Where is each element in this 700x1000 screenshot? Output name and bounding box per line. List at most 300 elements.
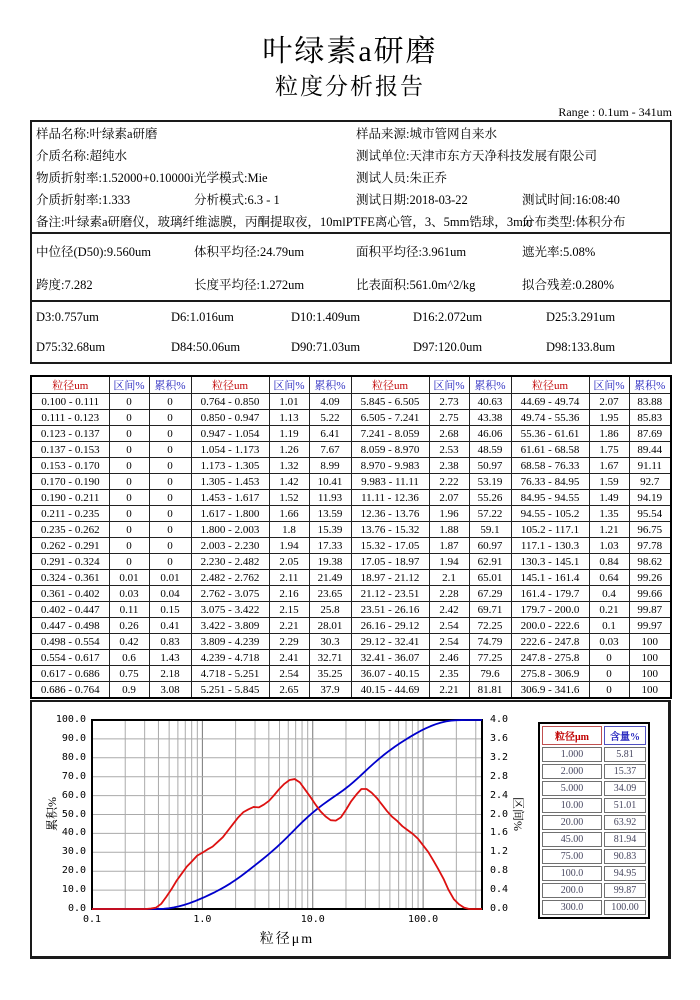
- info-cell: 样品名称:叶绿素a研磨: [36, 127, 158, 141]
- info-cell: 样品来源:城市管网自来水: [356, 127, 497, 141]
- table-cell: 29.12 - 32.41: [351, 634, 429, 650]
- table-cell: 0.447 - 0.498: [31, 618, 109, 634]
- table-cell: 2.29: [269, 634, 309, 650]
- table-cell: 32.41 - 36.07: [351, 650, 429, 666]
- table-cell: 0.498 - 0.554: [31, 634, 109, 650]
- table-cell: 1.305 - 1.453: [191, 474, 269, 490]
- table-cell: 0.402 - 0.447: [31, 602, 109, 618]
- table-cell: 0: [589, 682, 629, 699]
- table-cell: 1.453 - 1.617: [191, 490, 269, 506]
- side-table-header: 含量%: [604, 726, 646, 745]
- info-row: [32, 234, 670, 267]
- info-cell: 拟合残差:0.280%: [522, 277, 615, 292]
- column-header: 累积%: [629, 376, 671, 394]
- side-table-row: [542, 798, 646, 813]
- table-cell: 1.800 - 2.003: [191, 522, 269, 538]
- left-axis-tick: 50.0: [61, 808, 86, 820]
- table-cell: 0.6: [109, 650, 149, 666]
- info-row: [32, 144, 670, 166]
- table-cell: 55.26: [469, 490, 511, 506]
- info-section: [32, 122, 670, 234]
- table-cell: 0.947 - 1.054: [191, 426, 269, 442]
- side-table-cell: 5.81: [604, 747, 646, 762]
- table-cell: 2.38: [429, 458, 469, 474]
- table-cell: 2.05: [269, 554, 309, 570]
- table-cell: 2.07: [589, 394, 629, 410]
- table-cell: 62.91: [469, 554, 511, 570]
- table-cell: 1.32: [269, 458, 309, 474]
- table-cell: 1.8: [269, 522, 309, 538]
- table-cell: 0.190 - 0.211: [31, 490, 109, 506]
- side-table-cell: 51.01: [604, 798, 646, 813]
- table-cell: 55.36 - 61.61: [511, 426, 589, 442]
- table-cell: 0: [109, 458, 149, 474]
- left-axis-tick: 90.0: [61, 732, 86, 744]
- x-axis-tick: 0.1: [82, 914, 102, 925]
- info-cell: 测试单位:天津市东方天净科技发展有限公司: [356, 149, 597, 163]
- column-header: 粒径um: [511, 376, 589, 394]
- column-header: 粒径um: [191, 376, 269, 394]
- table-cell: 0.26: [109, 618, 149, 634]
- info-cell: 测试人员:朱正乔: [356, 171, 447, 185]
- table-cell: 0: [149, 426, 191, 442]
- table-cell: 8.99: [309, 458, 351, 474]
- table-row: [31, 410, 671, 426]
- table-row: [31, 474, 671, 490]
- column-header: 区间%: [589, 376, 629, 394]
- table-cell: 0.64: [589, 570, 629, 586]
- right-axis-label: 区间%: [511, 797, 525, 831]
- table-cell: 0.291 - 0.324: [31, 554, 109, 570]
- table-cell: 1.42: [269, 474, 309, 490]
- table-row: [31, 586, 671, 602]
- left-axis-tick: 70.0: [61, 770, 86, 782]
- table-cell: 0: [149, 410, 191, 426]
- table-cell: 1.43: [149, 650, 191, 666]
- table-cell: 130.3 - 145.1: [511, 554, 589, 570]
- table-cell: 1.94: [269, 538, 309, 554]
- info-row: [32, 122, 670, 144]
- table-cell: 18.97 - 21.12: [351, 570, 429, 586]
- table-cell: 84.95 - 94.55: [511, 490, 589, 506]
- side-table-row: [542, 764, 646, 779]
- info-cell: D84:50.06um: [171, 339, 241, 354]
- table-cell: 67.29: [469, 586, 511, 602]
- table-cell: 2.53: [429, 442, 469, 458]
- table-cell: 87.69: [629, 426, 671, 442]
- right-axis-tick: 1.2: [490, 846, 509, 858]
- table-cell: 2.28: [429, 586, 469, 602]
- table-row: [31, 442, 671, 458]
- side-table-cell: 300.0: [542, 900, 602, 915]
- table-cell: 23.51 - 26.16: [351, 602, 429, 618]
- table-cell: 2.54: [429, 618, 469, 634]
- table-cell: 3.075 - 3.422: [191, 602, 269, 618]
- table-cell: 2.762 - 3.075: [191, 586, 269, 602]
- table-cell: 17.33: [309, 538, 351, 554]
- column-header: 粒径um: [351, 376, 429, 394]
- table-row: [31, 634, 671, 650]
- table-cell: 76.33 - 84.95: [511, 474, 589, 490]
- table-cell: 65.01: [469, 570, 511, 586]
- left-axis-tick: 30.0: [61, 846, 86, 858]
- table-cell: 43.38: [469, 410, 511, 426]
- table-cell: 99.26: [629, 570, 671, 586]
- side-table-cell: 100.00: [604, 900, 646, 915]
- table-cell: 100: [629, 666, 671, 682]
- column-header: 粒径um: [31, 376, 109, 394]
- column-header: 累积%: [309, 376, 351, 394]
- info-cell: 跨度:7.282: [36, 277, 93, 292]
- table-cell: 1.67: [589, 458, 629, 474]
- table-cell: 1.88: [429, 522, 469, 538]
- table-cell: 1.13: [269, 410, 309, 426]
- table-cell: 2.68: [429, 426, 469, 442]
- table-cell: 3.08: [149, 682, 191, 699]
- table-cell: 0: [149, 474, 191, 490]
- info-cell: 测试时间:16:08:40: [522, 193, 620, 207]
- table-cell: 3.422 - 3.809: [191, 618, 269, 634]
- table-cell: 1.35: [589, 506, 629, 522]
- left-axis-tick: 100.0: [55, 714, 86, 725]
- table-cell: 5.251 - 5.845: [191, 682, 269, 699]
- table-cell: 0.686 - 0.764: [31, 682, 109, 699]
- table-cell: 3.809 - 4.239: [191, 634, 269, 650]
- right-axis-tick: 3.6: [490, 732, 509, 744]
- table-cell: 2.54: [429, 634, 469, 650]
- side-table-cell: 200.0: [542, 883, 602, 898]
- table-cell: 179.7 - 200.0: [511, 602, 589, 618]
- table-cell: 0.1: [589, 618, 629, 634]
- column-header: 累积%: [469, 376, 511, 394]
- table-cell: 0.15: [149, 602, 191, 618]
- table-cell: 1.59: [589, 474, 629, 490]
- table-cell: 72.25: [469, 618, 511, 634]
- info-cell: 比表面积:561.0m^2/kg: [356, 277, 476, 292]
- table-cell: 0: [109, 474, 149, 490]
- table-cell: 11.93: [309, 490, 351, 506]
- table-cell: 11.11 - 12.36: [351, 490, 429, 506]
- table-cell: 8.970 - 9.983: [351, 458, 429, 474]
- side-table-cell: 45.00: [542, 832, 602, 847]
- side-table-cell: 90.83: [604, 849, 646, 864]
- table-cell: 145.1 - 161.4: [511, 570, 589, 586]
- table-cell: 1.173 - 1.305: [191, 458, 269, 474]
- info-cell: 介质名称:超纯水: [36, 149, 127, 163]
- table-cell: 0.03: [109, 586, 149, 602]
- info-row: [32, 210, 670, 232]
- table-cell: 94.19: [629, 490, 671, 506]
- table-cell: 61.61 - 68.58: [511, 442, 589, 458]
- table-cell: 0.84: [589, 554, 629, 570]
- side-table-cell: 2.000: [542, 764, 602, 779]
- x-axis-label: 粒径μm: [259, 932, 315, 947]
- table-cell: 0.04: [149, 586, 191, 602]
- table-cell: 10.41: [309, 474, 351, 490]
- table-cell: 0: [149, 490, 191, 506]
- table-cell: 99.97: [629, 618, 671, 634]
- side-table-cell: 1.000: [542, 747, 602, 762]
- table-cell: 23.65: [309, 586, 351, 602]
- table-row: [31, 554, 671, 570]
- table-cell: 89.44: [629, 442, 671, 458]
- table-cell: 1.86: [589, 426, 629, 442]
- info-row: [32, 302, 670, 332]
- table-cell: 0.21: [589, 602, 629, 618]
- side-table-cell: 99.87: [604, 883, 646, 898]
- table-cell: 21.12 - 23.51: [351, 586, 429, 602]
- table-row: [31, 618, 671, 634]
- info-cell: 面积平均径:3.961um: [356, 244, 467, 259]
- table-row: [31, 490, 671, 506]
- info-cell: D90:71.03um: [291, 339, 361, 354]
- table-cell: 0: [149, 554, 191, 570]
- table-cell: 0.100 - 0.111: [31, 394, 109, 410]
- table-cell: 0.170 - 0.190: [31, 474, 109, 490]
- table-cell: 2.003 - 2.230: [191, 538, 269, 554]
- right-axis-tick: 3.2: [490, 751, 509, 763]
- side-table-row: [542, 866, 646, 881]
- table-row: [31, 394, 671, 410]
- side-table-row: [542, 832, 646, 847]
- table-cell: 0.9: [109, 682, 149, 699]
- table-cell: 0.11: [109, 602, 149, 618]
- side-table-header: 粒径μm: [542, 726, 602, 745]
- table-cell: 6.505 - 7.241: [351, 410, 429, 426]
- info-cell: D16:2.072um: [413, 309, 483, 324]
- info-box: [30, 120, 672, 364]
- table-cell: 0.01: [149, 570, 191, 586]
- table-cell: 40.15 - 44.69: [351, 682, 429, 699]
- side-table-row: [542, 747, 646, 762]
- table-cell: 0: [109, 394, 149, 410]
- table-cell: 0.617 - 0.686: [31, 666, 109, 682]
- table-cell: 81.81: [469, 682, 511, 699]
- info-section: [32, 234, 670, 302]
- table-cell: 247.8 - 275.8: [511, 650, 589, 666]
- info-cell: 物质折射率:1.52000+0.10000i: [36, 171, 194, 185]
- table-cell: 99.87: [629, 602, 671, 618]
- table-cell: 13.76 - 15.32: [351, 522, 429, 538]
- table-cell: 0.211 - 0.235: [31, 506, 109, 522]
- table-cell: 1.52: [269, 490, 309, 506]
- table-cell: 0.4: [589, 586, 629, 602]
- table-cell: 0: [109, 490, 149, 506]
- left-axis-label: 累积%: [45, 797, 59, 831]
- table-cell: 0.42: [109, 634, 149, 650]
- table-cell: 1.66: [269, 506, 309, 522]
- table-cell: 117.1 - 130.3: [511, 538, 589, 554]
- table-cell: 98.62: [629, 554, 671, 570]
- table-cell: 69.71: [469, 602, 511, 618]
- table-cell: 100: [629, 682, 671, 699]
- table-cell: 2.230 - 2.482: [191, 554, 269, 570]
- table-cell: 2.42: [429, 602, 469, 618]
- side-table-row: [542, 849, 646, 864]
- column-header: 区间%: [109, 376, 149, 394]
- info-cell: D25:3.291um: [546, 309, 616, 324]
- distribution-chart: [92, 720, 482, 909]
- right-axis-tick: 2.0: [490, 808, 509, 820]
- info-row: [32, 267, 670, 300]
- info-cell: D6:1.016um: [171, 309, 234, 324]
- table-cell: 1.49: [589, 490, 629, 506]
- table-cell: 59.1: [469, 522, 511, 538]
- table-cell: 0.123 - 0.137: [31, 426, 109, 442]
- table-cell: 48.59: [469, 442, 511, 458]
- table-cell: 0: [149, 442, 191, 458]
- table-cell: 200.0 - 222.6: [511, 618, 589, 634]
- table-cell: 0.235 - 0.262: [31, 522, 109, 538]
- table-cell: 79.6: [469, 666, 511, 682]
- left-axis-tick: 0.0: [67, 903, 86, 914]
- table-cell: 28.01: [309, 618, 351, 634]
- table-cell: 4.718 - 5.251: [191, 666, 269, 682]
- left-axis-tick: 60.0: [61, 789, 86, 801]
- table-cell: 36.07 - 40.15: [351, 666, 429, 682]
- table-cell: 2.73: [429, 394, 469, 410]
- table-row: [31, 666, 671, 682]
- x-axis-tick: 10.0: [300, 914, 325, 925]
- table-cell: 7.67: [309, 442, 351, 458]
- table-cell: 2.75: [429, 410, 469, 426]
- table-cell: 2.22: [429, 474, 469, 490]
- table-cell: 91.11: [629, 458, 671, 474]
- table-row: [31, 506, 671, 522]
- table-cell: 13.59: [309, 506, 351, 522]
- right-axis-tick: 2.8: [490, 770, 509, 782]
- distribution-table: [30, 375, 672, 699]
- table-cell: 1.01: [269, 394, 309, 410]
- table-cell: 5.22: [309, 410, 351, 426]
- right-axis-tick: 0.4: [490, 884, 509, 896]
- info-cell: 备注:叶绿素a研磨仪，玻璃纤维滤膜，丙酮提取夜，10mlPTFE离心管，3、5mm锆球，3min: [36, 215, 533, 229]
- table-row: [31, 602, 671, 618]
- info-cell: 测试日期:2018-03-22: [356, 193, 468, 207]
- table-cell: 105.2 - 117.1: [511, 522, 589, 538]
- table-cell: 15.32 - 17.05: [351, 538, 429, 554]
- info-row: [32, 166, 670, 188]
- table-cell: 1.96: [429, 506, 469, 522]
- table-cell: 0: [109, 442, 149, 458]
- table-cell: 0: [589, 650, 629, 666]
- table-cell: 46.06: [469, 426, 511, 442]
- table-cell: 0: [149, 522, 191, 538]
- table-cell: 74.79: [469, 634, 511, 650]
- info-section: [32, 302, 670, 362]
- info-cell: D98:133.8um: [546, 339, 616, 354]
- table-cell: 2.07: [429, 490, 469, 506]
- table-cell: 1.94: [429, 554, 469, 570]
- table-cell: 1.03: [589, 538, 629, 554]
- table-cell: 306.9 - 341.6: [511, 682, 589, 699]
- table-cell: 49.74 - 55.36: [511, 410, 589, 426]
- table-cell: 0: [109, 506, 149, 522]
- x-axis-tick: 1.0: [193, 914, 212, 925]
- table-cell: 1.617 - 1.800: [191, 506, 269, 522]
- info-row: [32, 332, 670, 362]
- side-table-cell: 100.0: [542, 866, 602, 881]
- column-header: 累积%: [149, 376, 191, 394]
- left-axis-tick: 40.0: [61, 827, 86, 839]
- table-header-row: [31, 376, 671, 394]
- table-row: [31, 682, 671, 699]
- table-cell: 6.41: [309, 426, 351, 442]
- table-cell: 21.49: [309, 570, 351, 586]
- table-cell: 0: [109, 538, 149, 554]
- table-cell: 2.15: [269, 602, 309, 618]
- info-row: [32, 188, 670, 210]
- side-table-cell: 5.000: [542, 781, 602, 796]
- table-cell: 2.41: [269, 650, 309, 666]
- info-cell: 体积平均径:24.79um: [194, 244, 305, 259]
- table-cell: 2.1: [429, 570, 469, 586]
- table-cell: 0.554 - 0.617: [31, 650, 109, 666]
- table-cell: 92.7: [629, 474, 671, 490]
- right-axis-tick: 4.0: [490, 714, 509, 725]
- side-table-header-row: [542, 726, 646, 745]
- table-row: [31, 538, 671, 554]
- info-cell: D75:32.68um: [36, 339, 106, 354]
- table-cell: 12.36 - 13.76: [351, 506, 429, 522]
- table-cell: 1.26: [269, 442, 309, 458]
- info-cell: 遮光率:5.08%: [522, 244, 596, 259]
- table-cell: 7.241 - 8.059: [351, 426, 429, 442]
- table-cell: 222.6 - 247.8: [511, 634, 589, 650]
- table-cell: 68.58 - 76.33: [511, 458, 589, 474]
- table-cell: 0.03: [589, 634, 629, 650]
- side-table-cell: 94.95: [604, 866, 646, 881]
- table-cell: 96.75: [629, 522, 671, 538]
- table-cell: 94.55 - 105.2: [511, 506, 589, 522]
- table-cell: 4.09: [309, 394, 351, 410]
- percentile-side-table: [538, 722, 650, 919]
- table-cell: 1.19: [269, 426, 309, 442]
- table-cell: 0.83: [149, 634, 191, 650]
- page-title: 叶绿素a研磨: [262, 35, 438, 68]
- column-header: 区间%: [269, 376, 309, 394]
- table-cell: 0.153 - 0.170: [31, 458, 109, 474]
- info-cell: D3:0.757um: [36, 309, 99, 324]
- table-cell: 0: [109, 522, 149, 538]
- side-table-cell: 15.37: [604, 764, 646, 779]
- table-cell: 25.8: [309, 602, 351, 618]
- side-table-row: [542, 781, 646, 796]
- right-axis-tick: 0.8: [490, 865, 509, 877]
- table-cell: 19.38: [309, 554, 351, 570]
- table-row: [31, 650, 671, 666]
- side-table-cell: 10.00: [542, 798, 602, 813]
- table-cell: 0.361 - 0.402: [31, 586, 109, 602]
- side-table-cell: 63.92: [604, 815, 646, 830]
- right-axis-tick: 2.4: [490, 789, 509, 801]
- side-table-row: [542, 883, 646, 898]
- right-axis-tick: 0.0: [490, 903, 509, 914]
- table-cell: 1.95: [589, 410, 629, 426]
- info-cell: 分析模式:6.3 - 1: [194, 193, 280, 207]
- table-cell: 275.8 - 306.9: [511, 666, 589, 682]
- table-cell: 0: [589, 666, 629, 682]
- table-cell: 35.25: [309, 666, 351, 682]
- table-cell: 0: [149, 538, 191, 554]
- table-cell: 37.9: [309, 682, 351, 699]
- table-cell: 2.16: [269, 586, 309, 602]
- info-cell: 中位径(D50):9.560um: [36, 244, 151, 259]
- table-cell: 60.97: [469, 538, 511, 554]
- table-cell: 57.22: [469, 506, 511, 522]
- info-cell: D97:120.0um: [413, 339, 483, 354]
- table-cell: 85.83: [629, 410, 671, 426]
